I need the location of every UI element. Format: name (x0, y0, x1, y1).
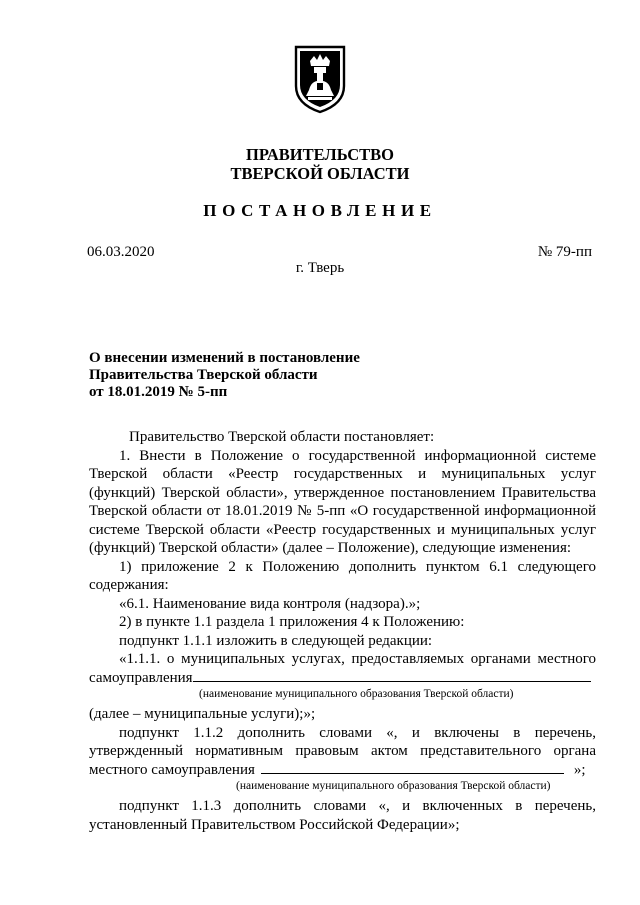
paragraph-1-line: (функций) Тверской области», утвержденное постановлением Правительства (89, 484, 596, 501)
government-name-line2: ТВЕРСКОЙ ОБЛАСТИ (230, 164, 410, 183)
quote-1-1-1-text: самоуправления (89, 669, 193, 686)
tver-coat-of-arms-emblem (293, 44, 347, 114)
quote-1-1-1-line: «1.1.1. о муниципальных услугах, предоставляемых органами местного (119, 651, 596, 667)
document-city: г. Тверь (295, 260, 345, 276)
item-2: 2) в пункте 1.1 раздела 1 приложения 4 к Положению: (119, 614, 465, 630)
subitem-1-1-2-line (89, 761, 596, 780)
item-1-line: содержания: (89, 577, 169, 593)
item-1-line: 1) приложение 2 к Положению дополнить пунктом 6.1 следующего (119, 558, 596, 575)
subitem-1-1-3-line: подпункт 1.1.3 дополнить словами «, и включенных в перечень, (119, 798, 596, 814)
paragraph-1-line: Тверской области от 18.01.2019 № 5-пп «О государственной информационной (89, 503, 596, 519)
subitem-1-1-2-end: »; (573, 761, 586, 778)
document-body (89, 428, 596, 834)
paragraph-1-line: системе Тверской области «Реестр государственных и муниципальных услуг (89, 521, 596, 538)
body-intro: Правительство Тверской области постановляет: (129, 429, 435, 445)
subject-line3: от 18.01.2019 № 5-пп (89, 384, 228, 400)
document-date: 06.03.2020 (87, 244, 155, 260)
paragraph-1-line: Тверской области «Реестр государственных и муниципальных услуг (89, 466, 596, 482)
paragraph-1-line: 1. Внести в Положение о государственной информационной системе (119, 447, 596, 464)
document-type-title: ПОСТАНОВЛЕНИЕ (203, 201, 437, 220)
government-name-line1: ПРАВИТЕЛЬСТВО (246, 145, 394, 164)
document-number: № 79-пп (537, 244, 592, 260)
blank-fill-line (261, 761, 564, 774)
subitem-1-1-2-line: утвержденный нормативным правовым актом представительного органа (89, 743, 596, 759)
subitem-1-1-3-line: установленный Правительством Российской Федерации»; (89, 816, 460, 833)
blank-fill-line (193, 669, 591, 682)
blank-caption: (наименование муниципального образования Тверской области) (236, 780, 551, 792)
quote-1-1-1-line (89, 669, 596, 688)
subject-line1: О внесении изменений в постановление (89, 350, 360, 366)
subject-line2: Правительства Тверской области (89, 367, 318, 383)
subitem-1-1-2-line: подпункт 1.1.2 дополнить словами «, и включены в перечень, (119, 724, 596, 741)
quote-6-1: «6.1. Наименование вида контроля (надзора).»; (119, 595, 421, 612)
quote-1-1-1-line: (далее – муниципальные услуги);»; (89, 706, 316, 722)
subitem-1-1-2-text: местного самоуправления (89, 761, 255, 778)
blank-caption: (наименование муниципального образования Тверской области) (199, 688, 514, 700)
subitem-1-1-1-intro: подпункт 1.1.1 изложить в следующей редакции: (119, 632, 433, 649)
paragraph-1-line: (функций) Тверской области» (далее – Положение), следующие изменения: (89, 540, 572, 556)
